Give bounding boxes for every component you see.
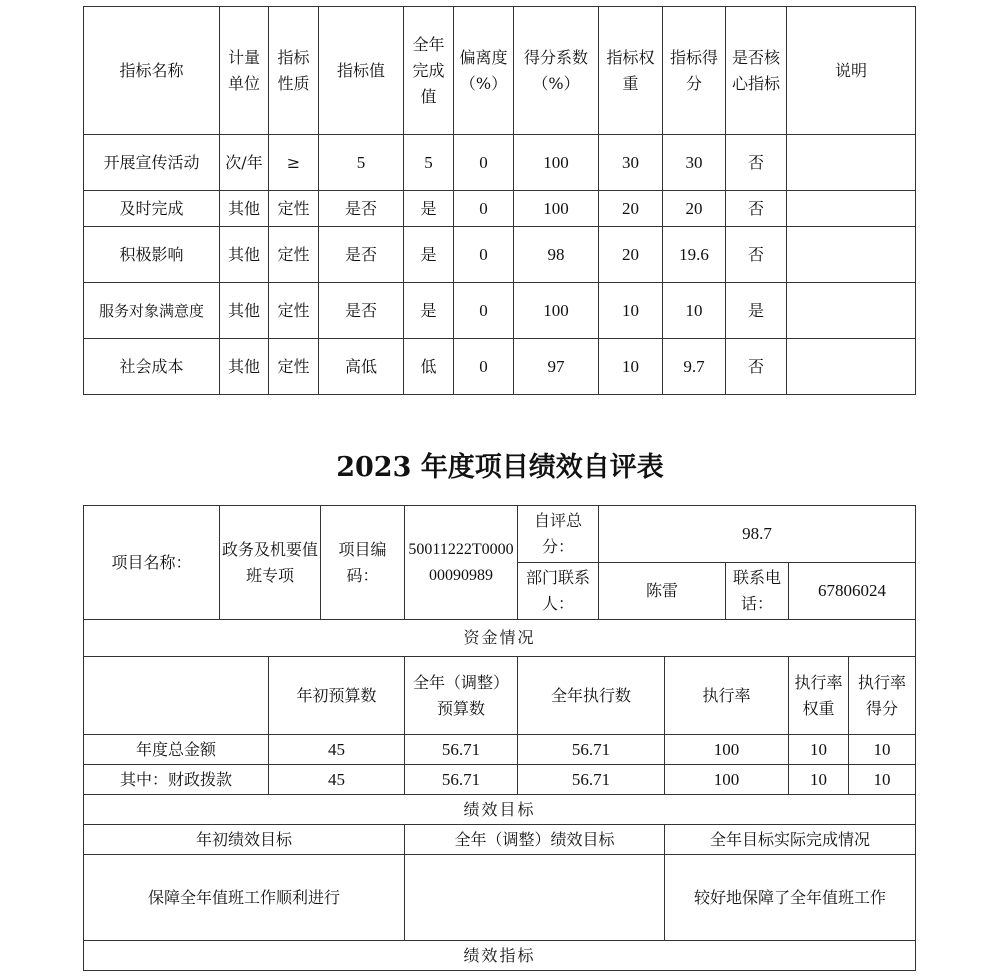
cell-score: 9.7 bbox=[663, 339, 726, 395]
project-name-label: 项目名称： bbox=[84, 506, 220, 620]
cell-indicator-name: 积极影响 bbox=[84, 227, 220, 283]
funds-executed: 56.71 bbox=[518, 735, 665, 765]
cell-unit: 次/年 bbox=[220, 135, 269, 191]
contact-phone-label: 联系电话： bbox=[726, 563, 789, 620]
funds-initial-budget: 45 bbox=[269, 735, 405, 765]
table-row bbox=[84, 339, 916, 395]
cell-weight: 30 bbox=[599, 135, 663, 191]
table-row bbox=[84, 227, 916, 283]
cell-score: 10 bbox=[663, 283, 726, 339]
funds-rate-score: 10 bbox=[849, 765, 916, 795]
cell-core: 否 bbox=[726, 339, 787, 395]
funds-initial-budget: 45 bbox=[269, 765, 405, 795]
cell-note bbox=[787, 339, 916, 395]
funds-header-row bbox=[84, 657, 916, 735]
cell-note bbox=[787, 135, 916, 191]
cell-unit: 其他 bbox=[220, 339, 269, 395]
funds-row-label: 其中：财政拨款 bbox=[84, 765, 269, 795]
funds-row-label: 年度总金额 bbox=[84, 735, 269, 765]
funds-section-title: 资金情况 bbox=[84, 620, 916, 657]
header-core: 是否核心指标 bbox=[726, 7, 787, 135]
cell-value: 高低 bbox=[319, 339, 404, 395]
funds-header-initial-budget: 年初预算数 bbox=[269, 657, 405, 735]
cell-actual: 是 bbox=[404, 191, 454, 227]
funds-rate-weight: 10 bbox=[789, 735, 849, 765]
table-row bbox=[84, 283, 916, 339]
funds-adjusted-budget: 56.71 bbox=[405, 735, 518, 765]
cell-value: 是否 bbox=[319, 191, 404, 227]
funds-rate: 100 bbox=[665, 765, 789, 795]
contact-phone-value: 67806024 bbox=[789, 563, 916, 620]
cell-core: 否 bbox=[726, 135, 787, 191]
cell-note bbox=[787, 283, 916, 339]
cell-weight: 10 bbox=[599, 339, 663, 395]
cell-score: 30 bbox=[663, 135, 726, 191]
project-code-label: 项目编码： bbox=[321, 506, 405, 620]
cell-weight: 10 bbox=[599, 283, 663, 339]
cell-value: 5 bbox=[319, 135, 404, 191]
project-code-value: 50011222T000000090989 bbox=[405, 506, 518, 620]
table-row bbox=[84, 135, 916, 191]
indicators-section-title: 绩效指标 bbox=[84, 941, 916, 971]
cell-note bbox=[787, 191, 916, 227]
header-indicator-name: 指标名称 bbox=[84, 7, 220, 135]
cell-actual: 是 bbox=[404, 227, 454, 283]
header-value: 指标值 bbox=[319, 7, 404, 135]
cell-core: 是 bbox=[726, 283, 787, 339]
cell-deviation: 0 bbox=[454, 339, 514, 395]
cell-deviation: 0 bbox=[454, 135, 514, 191]
cell-nature: 定性 bbox=[269, 191, 319, 227]
cell-value: 是否 bbox=[319, 283, 404, 339]
funds-executed: 56.71 bbox=[518, 765, 665, 795]
cell-nature: 定性 bbox=[269, 339, 319, 395]
goals-adjusted-value bbox=[405, 855, 665, 941]
cell-deviation: 0 bbox=[454, 191, 514, 227]
header-note: 说明 bbox=[787, 7, 916, 135]
header-weight: 指标权重 bbox=[599, 7, 663, 135]
goals-header-actual: 全年目标实际完成情况 bbox=[665, 825, 916, 855]
cell-value: 是否 bbox=[319, 227, 404, 283]
goals-value-row bbox=[84, 855, 916, 941]
cell-unit: 其他 bbox=[220, 227, 269, 283]
project-info-row-1 bbox=[84, 506, 916, 563]
header-actual: 全年完成值 bbox=[404, 7, 454, 135]
cell-indicator-name: 服务对象满意度 bbox=[84, 283, 220, 339]
cell-weight: 20 bbox=[599, 227, 663, 283]
cell-actual: 是 bbox=[404, 283, 454, 339]
indicator-header-row bbox=[84, 7, 916, 135]
header-coefficient: 得分系数（%） bbox=[514, 7, 599, 135]
cell-core: 否 bbox=[726, 191, 787, 227]
cell-coefficient: 100 bbox=[514, 135, 599, 191]
cell-indicator-name: 社会成本 bbox=[84, 339, 220, 395]
cell-coefficient: 100 bbox=[514, 191, 599, 227]
goals-header-initial: 年初绩效目标 bbox=[84, 825, 405, 855]
goals-actual-value: 较好地保障了全年值班工作 bbox=[665, 855, 916, 941]
funds-rate-weight: 10 bbox=[789, 765, 849, 795]
indicator-table bbox=[83, 6, 916, 395]
goals-initial-value: 保障全年值班工作顺利进行 bbox=[84, 855, 405, 941]
funds-header-executed: 全年执行数 bbox=[518, 657, 665, 735]
cell-nature: ≥ bbox=[269, 135, 319, 191]
self-evaluation-table bbox=[83, 505, 916, 971]
contact-person-label: 部门联系人： bbox=[518, 563, 599, 620]
cell-weight: 20 bbox=[599, 191, 663, 227]
funds-header-rate-score: 执行率得分 bbox=[849, 657, 916, 735]
cell-note bbox=[787, 227, 916, 283]
project-name-value: 政务及机要值班专项 bbox=[220, 506, 321, 620]
cell-unit: 其他 bbox=[220, 191, 269, 227]
table-row bbox=[84, 191, 916, 227]
cell-coefficient: 100 bbox=[514, 283, 599, 339]
cell-deviation: 0 bbox=[454, 283, 514, 339]
indicators-section-row bbox=[84, 941, 916, 971]
contact-person-value: 陈雷 bbox=[599, 563, 726, 620]
table-row bbox=[84, 765, 916, 795]
cell-nature: 定性 bbox=[269, 283, 319, 339]
cell-deviation: 0 bbox=[454, 227, 514, 283]
page-title: 2023 年度项目绩效自评表 bbox=[336, 452, 664, 483]
funds-adjusted-budget: 56.71 bbox=[405, 765, 518, 795]
funds-rate-score: 10 bbox=[849, 735, 916, 765]
self-score-value: 98.7 bbox=[599, 506, 916, 563]
goals-header-adjusted: 全年（调整）绩效目标 bbox=[405, 825, 665, 855]
header-unit: 计量单位 bbox=[220, 7, 269, 135]
self-score-label: 自评总分： bbox=[518, 506, 599, 563]
funds-header-adjusted-budget: 全年（调整）预算数 bbox=[405, 657, 518, 735]
goals-section-row bbox=[84, 795, 916, 825]
cell-actual: 5 bbox=[404, 135, 454, 191]
cell-coefficient: 98 bbox=[514, 227, 599, 283]
header-score: 指标得分 bbox=[663, 7, 726, 135]
cell-core: 否 bbox=[726, 227, 787, 283]
cell-score: 19.6 bbox=[663, 227, 726, 283]
table-row bbox=[84, 735, 916, 765]
funds-header-blank bbox=[84, 657, 269, 735]
cell-score: 20 bbox=[663, 191, 726, 227]
header-nature: 指标性质 bbox=[269, 7, 319, 135]
cell-indicator-name: 开展宣传活动 bbox=[84, 135, 220, 191]
funds-header-rate-weight: 执行率权重 bbox=[789, 657, 849, 735]
header-deviation: 偏离度（%） bbox=[454, 7, 514, 135]
cell-coefficient: 97 bbox=[514, 339, 599, 395]
funds-rate: 100 bbox=[665, 735, 789, 765]
cell-unit: 其他 bbox=[220, 283, 269, 339]
cell-indicator-name: 及时完成 bbox=[84, 191, 220, 227]
funds-section-row bbox=[84, 620, 916, 657]
goals-section-title: 绩效目标 bbox=[84, 795, 916, 825]
cell-nature: 定性 bbox=[269, 227, 319, 283]
cell-actual: 低 bbox=[404, 339, 454, 395]
goals-header-row bbox=[84, 825, 916, 855]
funds-header-rate: 执行率 bbox=[665, 657, 789, 735]
